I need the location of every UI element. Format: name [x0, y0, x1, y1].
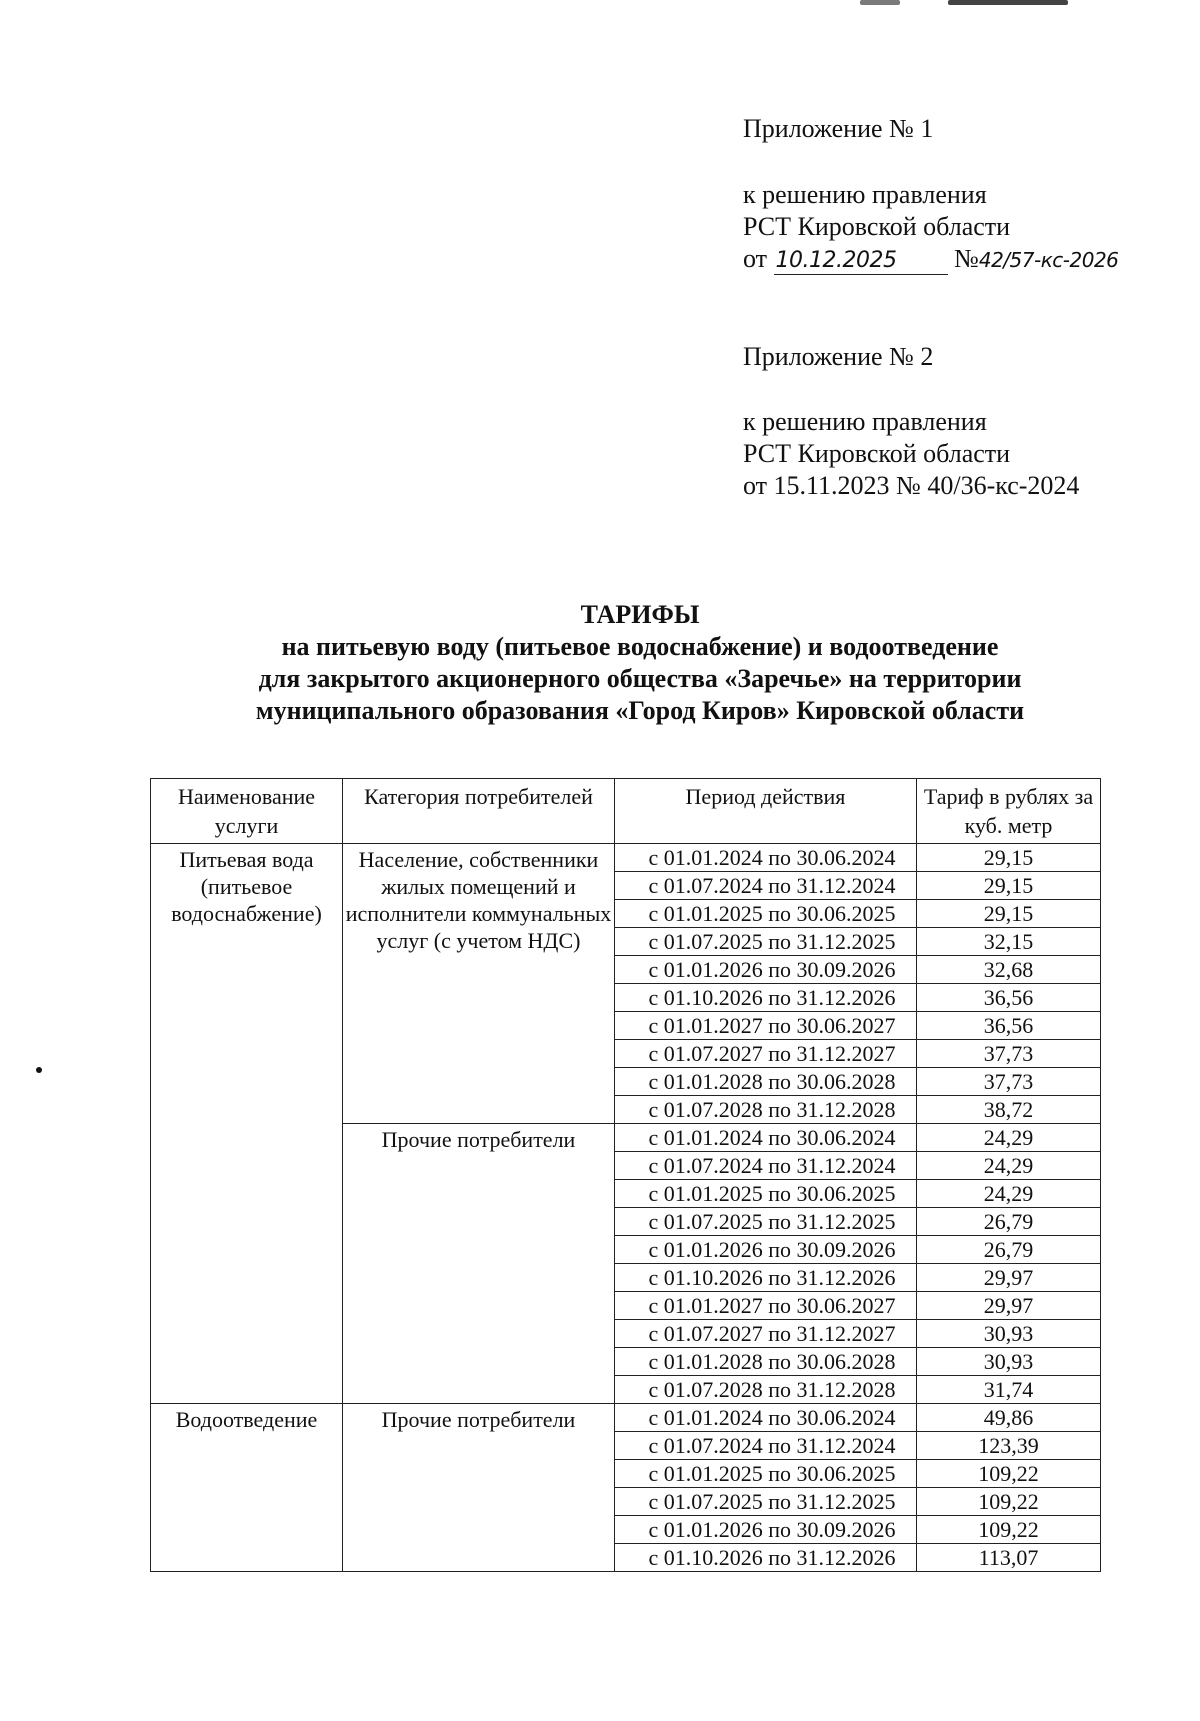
- consumer-category-cell: Прочие потребители: [343, 1124, 615, 1404]
- period-cell: с 01.01.2024 по 30.06.2024: [615, 1124, 917, 1152]
- period-cell: с 01.01.2026 по 30.09.2026: [615, 1236, 917, 1264]
- tariff-cell: 109,22: [917, 1516, 1101, 1544]
- appendix-2-line-2: РСТ Кировской области: [743, 439, 1011, 468]
- tariff-cell: 29,15: [917, 900, 1101, 928]
- tariff-cell: 37,73: [917, 1040, 1101, 1068]
- appendix-1-title: [743, 113, 933, 145]
- table-row: [151, 844, 1101, 872]
- period-cell: с 01.07.2027 по 31.12.2027: [615, 1040, 917, 1068]
- tariff-cell: 109,22: [917, 1488, 1101, 1516]
- from-label: от: [743, 244, 768, 273]
- handwritten-date: 10.12.2025: [774, 248, 948, 275]
- scan-artifact: [948, 0, 1068, 5]
- tariffs-table: [150, 778, 1101, 1572]
- tariff-cell: 29,97: [917, 1292, 1101, 1320]
- scan-dot: [36, 1067, 42, 1073]
- period-cell: с 01.01.2027 по 30.06.2027: [615, 1012, 917, 1040]
- period-cell: с 01.10.2026 по 31.12.2026: [615, 1544, 917, 1572]
- tariff-cell: 29,97: [917, 1264, 1101, 1292]
- period-cell: с 01.01.2025 по 30.06.2025: [615, 1460, 917, 1488]
- period-cell: с 01.01.2028 по 30.06.2028: [615, 1068, 917, 1096]
- appendix-2-title: [743, 341, 933, 373]
- tariff-cell: 32,68: [917, 956, 1101, 984]
- handwritten-number: 42/57-кс-2026: [978, 248, 1119, 272]
- period-cell: с 01.01.2027 по 30.06.2027: [615, 1292, 917, 1320]
- heading-line-1: на питьевую воду (питьевое водоснабжение) и водоотведение: [281, 632, 999, 661]
- period-cell: с 01.01.2026 по 30.09.2026: [615, 1516, 917, 1544]
- tariff-cell: 29,15: [917, 844, 1101, 872]
- appendix-1-title-text: Приложение № 1: [743, 114, 934, 143]
- table-row: [151, 1404, 1101, 1432]
- period-cell: с 01.01.2024 по 30.06.2024: [615, 844, 917, 872]
- period-cell: с 01.07.2027 по 31.12.2027: [615, 1320, 917, 1348]
- period-cell: с 01.01.2025 по 30.06.2025: [615, 1180, 917, 1208]
- service-name-cell: Водоотведение: [151, 1404, 343, 1572]
- appendix-1-details: [743, 179, 1118, 276]
- tariff-cell: 24,29: [917, 1180, 1101, 1208]
- tariff-cell: 37,73: [917, 1068, 1101, 1096]
- number-label: №: [954, 244, 979, 273]
- tariff-cell: 32,15: [917, 928, 1101, 956]
- tariff-cell: 24,29: [917, 1152, 1101, 1180]
- period-cell: с 01.10.2026 по 31.12.2026: [615, 1264, 917, 1292]
- period-cell: с 01.07.2025 по 31.12.2025: [615, 1208, 917, 1236]
- consumer-category-cell: Население, собственники жилых помещений и исполнители коммунальных услуг (с учетом НДС): [343, 844, 615, 1124]
- period-cell: с 01.07.2024 по 31.12.2024: [615, 872, 917, 900]
- tariff-cell: 30,93: [917, 1348, 1101, 1376]
- period-cell: с 01.07.2028 по 31.12.2028: [615, 1376, 917, 1404]
- period-cell: с 01.01.2024 по 30.06.2024: [615, 1404, 917, 1432]
- appendix-2-line-3: от 15.11.2023 № 40/36-кс-2024: [743, 471, 1080, 500]
- tariff-cell: 26,79: [917, 1236, 1101, 1264]
- tariff-cell: 29,15: [917, 872, 1101, 900]
- header-service: Наименование услуги: [151, 779, 343, 844]
- tariff-cell: 123,39: [917, 1432, 1101, 1460]
- appendix-2-details: [743, 406, 1079, 502]
- appendix-2-title-text: Приложение № 2: [743, 342, 934, 371]
- tariff-cell: 26,79: [917, 1208, 1101, 1236]
- tariff-cell: 109,22: [917, 1460, 1101, 1488]
- tariff-cell: 36,56: [917, 984, 1101, 1012]
- tariffs-table-body: [151, 844, 1101, 1572]
- tariff-cell: 30,93: [917, 1320, 1101, 1348]
- service-name-cell: Питьевая вода (питьевое водоснабжение): [151, 844, 343, 1404]
- tariff-cell: 24,29: [917, 1124, 1101, 1152]
- period-cell: с 01.01.2028 по 30.06.2028: [615, 1348, 917, 1376]
- header-period: Период действия: [615, 779, 917, 844]
- appendix-1-line-1: к решению правления: [743, 180, 987, 209]
- header-tariff: Тариф в рублях за куб. метр: [917, 779, 1101, 844]
- heading-title: ТАРИФЫ: [580, 600, 700, 629]
- header-category: Категория потребителей: [343, 779, 615, 844]
- tariff-cell: 113,07: [917, 1544, 1101, 1572]
- tariff-cell: 31,74: [917, 1376, 1101, 1404]
- appendix-1-line-2: РСТ Кировской области: [743, 212, 1011, 241]
- consumer-category-cell: Прочие потребители: [343, 1404, 615, 1572]
- period-cell: с 01.07.2024 по 31.12.2024: [615, 1432, 917, 1460]
- document-heading: [140, 599, 1140, 727]
- period-cell: с 01.07.2028 по 31.12.2028: [615, 1096, 917, 1124]
- appendix-1-date-line: [743, 243, 1118, 276]
- tariff-cell: 49,86: [917, 1404, 1101, 1432]
- period-cell: с 01.07.2025 по 31.12.2025: [615, 928, 917, 956]
- table-header-row: [151, 779, 1101, 844]
- period-cell: с 01.01.2025 по 30.06.2025: [615, 900, 917, 928]
- period-cell: с 01.10.2026 по 31.12.2026: [615, 984, 917, 1012]
- tariff-cell: 36,56: [917, 1012, 1101, 1040]
- tariff-cell: 38,72: [917, 1096, 1101, 1124]
- period-cell: с 01.07.2024 по 31.12.2024: [615, 1152, 917, 1180]
- scan-artifact: [860, 0, 900, 5]
- heading-line-2: для закрытого акционерного общества «Заречье» на территории: [258, 664, 1022, 693]
- period-cell: с 01.01.2026 по 30.09.2026: [615, 956, 917, 984]
- heading-line-3: муниципального образования «Город Киров» Кировской области: [255, 696, 1025, 725]
- period-cell: с 01.07.2025 по 31.12.2025: [615, 1488, 917, 1516]
- appendix-2-line-1: к решению правления: [743, 407, 987, 436]
